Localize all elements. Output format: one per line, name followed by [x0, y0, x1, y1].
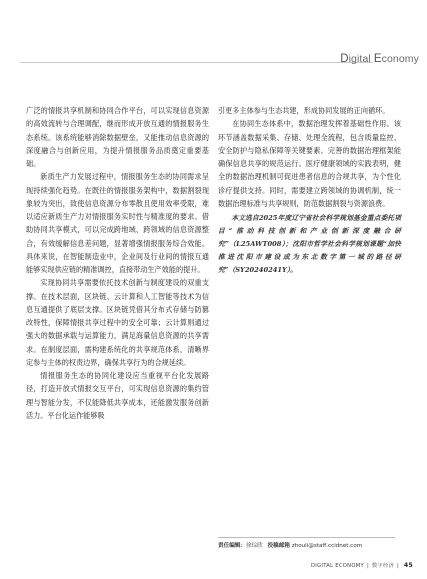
header-title-initial-d: D [340, 53, 349, 65]
editor-email: zhouli@staff.ccidnet.com [291, 543, 363, 549]
right-text-column [218, 104, 401, 277]
page-number: 45 [404, 562, 413, 569]
paragraph: 新质生产力发展过程中，情报服务生态的协同需求呈现持续强化趋势。在既往的情报服务架构中，数据割裂现象较为突出，致使信息资源分布零散且使用效率受限，难以适应新质生产力对情报服务实时性与精准度的要求。借助协同共享模式，可以完成跨地域、跨领域的信息资源整合，有效缓解信息差问题，显著增强情报服务综合效能。具体来说，在智能制造业中，企业间及行业间的情报互通能够实现供应链的精准调控，直接带动生产效能的提升。 [26, 172, 209, 274]
editor-name: 徐琮欣 [245, 543, 263, 549]
footer-magazine-cn: 数字经济 [372, 563, 394, 569]
section-header [340, 53, 419, 65]
paragraph: 广泛的情报共享机制和协同合作平台，可以实现信息资源的高效流转与合理调配，继而形成开放互通的情报服务生态系统。该系统能够消除数据壁垒，又能推动信息资源的深度融合与创新应用，为提升情报服务品质奠定重要基础。 [26, 106, 209, 168]
header-title-initial-e: E [373, 53, 382, 65]
editor-label: 责任编辑： [218, 543, 246, 549]
editor-credit [218, 537, 395, 549]
header-title-rest-2: conomy [381, 53, 419, 65]
paragraph: 情报服务生态的协同化建设应当重视平台化发展路径，打造开放式情报交互平台，可实现信息资源的集约管理与智能分发，不仅能降低共享成本，还能激发服务创新活力。平台化运作能够吸 [26, 371, 209, 420]
left-text-column [26, 104, 209, 422]
header-title-rest-1: igital [348, 53, 374, 65]
paragraph: 引更多主体参与生态共建，形成协同发展的正向循环。 [218, 106, 390, 115]
email-label: 投稿邮箱 [267, 543, 290, 549]
paragraph: 在协同生态体系中，数据治理发挥着基础性作用。该环节涵盖数据采集、存储、处理全流程，包含质量监控、安全防护与隐私保障等关键要素。完善的数据治理框架能确保信息共享的规范运行。医疗健康领域的实践表明，健全的数据治理机制可促进患者信息的合规共享，为个性化诊疗提供支持。同时，需要建立跨领域的协调机制，统一数据治理标准与共享规则，防范数据割裂与资源浪费。 [218, 119, 401, 208]
page-footer: DIGITAL ECONOMY | 数字经济 | 45 [310, 562, 413, 569]
funding-note: 本文选自2025年度辽宁省社会科学规划基金重点委托项目“推动科技创新和产业创新深度融合研究”（L25AWT008）；沈阳市哲学社会科学规划课题“加快推进沈阳市建设成为东北数字第一城的路径研究”（SY20240241Y）。 [218, 214, 401, 274]
header-rule [20, 62, 373, 63]
paragraph: 实现协同共享需要依托技术创新与制度建设的双重支撑。在技术层面，区块链、云计算和人工智能等技术为信息互通提供了底层支撑。区块链凭借其分布式存储与防篡改特性，保障情报共享过程中的安全可靠；云计算则通过强大的数据承载与运算能力，满足海量信息资源的共享需求。在制度层面，需构建系统化的共享规范体系，清晰界定参与主体的权责边界，确保共享行为的合规延续。 [26, 278, 209, 367]
footer-magazine-en: DIGITAL ECONOMY [310, 563, 364, 569]
